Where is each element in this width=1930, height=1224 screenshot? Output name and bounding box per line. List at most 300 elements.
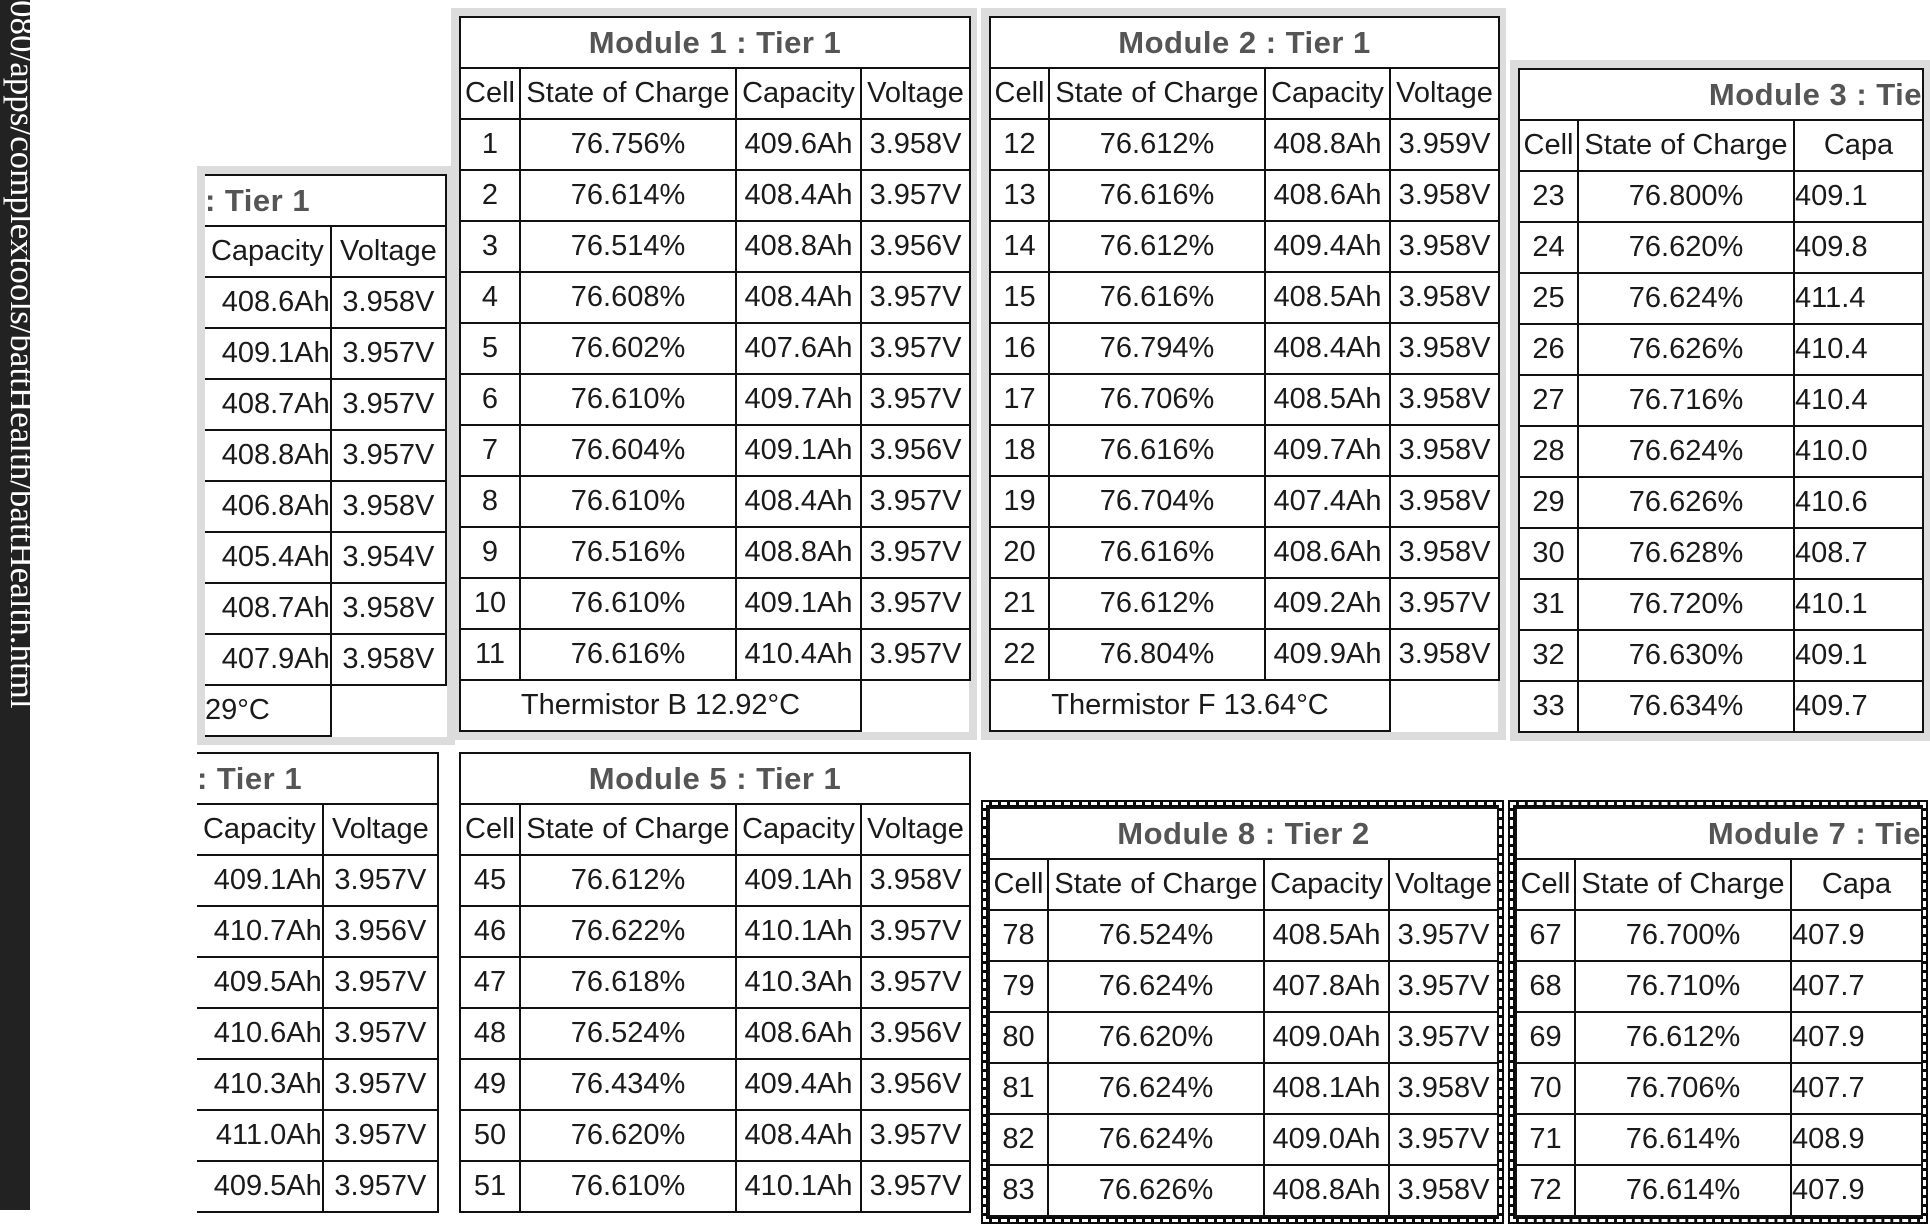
voltage: 3.958V <box>861 855 970 906</box>
cell-number: 15 <box>990 272 1049 323</box>
capacity: 409.1Ah <box>736 425 861 476</box>
capacity: 407.8Ah <box>1264 961 1389 1012</box>
column-header: State of Charge <box>1578 120 1794 171</box>
state-of-charge: 76.710% <box>1575 961 1791 1012</box>
table-row <box>460 425 970 476</box>
voltage: 3.958V <box>1390 323 1499 374</box>
voltage: 3.954V <box>331 532 446 583</box>
table-row <box>205 583 446 634</box>
capacity: 408.5Ah <box>1265 374 1390 425</box>
cell-number: 6 <box>460 374 520 425</box>
capacity: 410.0 <box>1794 426 1923 477</box>
module-7-partial <box>1508 800 1922 1210</box>
voltage: 3.956V <box>861 221 970 272</box>
column-header: State of Charge <box>520 804 736 855</box>
capacity: 409.4Ah <box>1265 221 1390 272</box>
voltage: 3.958V <box>861 119 970 170</box>
module-5 <box>459 752 969 1213</box>
table-row <box>1516 910 1922 961</box>
cell-number: 13 <box>990 170 1049 221</box>
cell-number: 33 <box>1519 681 1578 732</box>
table-row <box>205 379 446 430</box>
voltage: 3.957V <box>331 379 446 430</box>
browser-url-strip <box>0 0 42 1210</box>
column-header: Cell <box>460 68 520 119</box>
table-row <box>460 578 970 629</box>
voltage: 3.957V <box>861 323 970 374</box>
table-row <box>1516 1063 1922 1114</box>
column-header: Capa <box>1791 859 1922 910</box>
empty-cell <box>1390 680 1499 731</box>
column-header: State of Charge <box>1575 859 1791 910</box>
table-row <box>205 277 446 328</box>
cell-number: 32 <box>1519 630 1578 681</box>
module-title: : Tier 1 <box>197 753 438 804</box>
voltage: 3.956V <box>861 425 970 476</box>
module-table <box>1515 807 1923 1217</box>
table-row <box>460 272 970 323</box>
capacity: 410.3Ah <box>197 1059 323 1110</box>
capacity: 409.5Ah <box>197 1161 323 1212</box>
table-row <box>990 476 1499 527</box>
state-of-charge: 76.612% <box>1049 578 1265 629</box>
table-row <box>989 1012 1498 1063</box>
state-of-charge: 76.434% <box>520 1059 736 1110</box>
capacity: 410.6 <box>1794 477 1923 528</box>
table-row <box>205 328 446 379</box>
state-of-charge: 76.624% <box>1048 1063 1264 1114</box>
capacity: 411.4 <box>1794 273 1923 324</box>
cell-number: 68 <box>1516 961 1575 1012</box>
voltage: 3.957V <box>323 1110 438 1161</box>
cell-number: 4 <box>460 272 520 323</box>
capacity: 407.7 <box>1791 961 1922 1012</box>
state-of-charge: 76.610% <box>520 374 736 425</box>
table-row <box>460 957 970 1008</box>
state-of-charge: 76.610% <box>520 578 736 629</box>
voltage: 3.958V <box>331 583 446 634</box>
capacity: 408.8Ah <box>1264 1165 1389 1216</box>
state-of-charge: 76.602% <box>520 323 736 374</box>
state-of-charge: 76.616% <box>1049 272 1265 323</box>
state-of-charge: 76.612% <box>1049 119 1265 170</box>
capacity: 410.6Ah <box>197 1008 323 1059</box>
state-of-charge: 76.756% <box>520 119 736 170</box>
voltage: 3.958V <box>331 481 446 532</box>
cell-number: 16 <box>990 323 1049 374</box>
empty-cell <box>331 685 446 736</box>
capacity: 409.2Ah <box>1265 578 1390 629</box>
column-header: State of Charge <box>1048 859 1264 910</box>
module-title: Module 2 : Tier 1 <box>990 17 1499 68</box>
capacity: 406.8Ah <box>205 481 331 532</box>
table-row <box>205 430 446 481</box>
capacity: 407.7 <box>1791 1063 1922 1114</box>
capacity: 408.8Ah <box>1265 119 1390 170</box>
capacity: 409.1 <box>1794 171 1923 222</box>
column-header: Capacity <box>1265 68 1390 119</box>
thermistor-reading: 29°C <box>205 685 331 736</box>
voltage: 3.958V <box>1390 272 1499 323</box>
state-of-charge: 76.634% <box>1578 681 1794 732</box>
table-row <box>1516 961 1922 1012</box>
voltage: 3.957V <box>861 527 970 578</box>
voltage: 3.957V <box>861 957 970 1008</box>
cell-number: 83 <box>989 1165 1048 1216</box>
capacity: 408.8Ah <box>736 527 861 578</box>
capacity: 407.9 <box>1791 910 1922 961</box>
column-header: Voltage <box>1390 68 1499 119</box>
module-table <box>459 16 971 732</box>
table-row <box>460 1161 970 1212</box>
column-header: Capacity <box>736 804 861 855</box>
capacity: 408.6Ah <box>736 1008 861 1059</box>
table-row <box>1519 324 1923 375</box>
module-title: Module 5 : Tier 1 <box>460 753 970 804</box>
state-of-charge: 76.524% <box>520 1008 736 1059</box>
state-of-charge: 76.616% <box>520 629 736 680</box>
capacity: 410.4 <box>1794 324 1923 375</box>
cell-number: 50 <box>460 1110 520 1161</box>
voltage: 3.958V <box>331 634 446 685</box>
table-row <box>1516 1114 1922 1165</box>
cell-number: 2 <box>460 170 520 221</box>
cell-number: 20 <box>990 527 1049 578</box>
cell-number: 71 <box>1516 1114 1575 1165</box>
column-header: Cell <box>460 804 520 855</box>
capacity: 408.5Ah <box>1265 272 1390 323</box>
module-table <box>459 752 971 1213</box>
cell-number: 24 <box>1519 222 1578 273</box>
table-row <box>460 170 970 221</box>
column-header: Voltage <box>1389 859 1498 910</box>
capacity: 408.7Ah <box>205 583 331 634</box>
capacity: 407.9 <box>1791 1012 1922 1063</box>
capacity: 409.6Ah <box>736 119 861 170</box>
capacity: 410.4Ah <box>736 629 861 680</box>
state-of-charge: 76.514% <box>520 221 736 272</box>
state-of-charge: 76.624% <box>1048 961 1264 1012</box>
capacity: 407.9Ah <box>205 634 331 685</box>
cell-number: 79 <box>989 961 1048 1012</box>
table-row <box>460 629 970 680</box>
capacity: 408.7 <box>1794 528 1923 579</box>
capacity: 409.7 <box>1794 681 1923 732</box>
table-row <box>989 910 1498 961</box>
column-header: Capa <box>1794 120 1923 171</box>
voltage: 3.957V <box>861 476 970 527</box>
empty-cell <box>861 680 970 731</box>
table-row <box>989 1114 1498 1165</box>
capacity: 409.7Ah <box>736 374 861 425</box>
state-of-charge: 76.620% <box>1048 1012 1264 1063</box>
table-row <box>1519 630 1923 681</box>
column-header: Capacity <box>197 804 323 855</box>
cell-number: 47 <box>460 957 520 1008</box>
column-header: State of Charge <box>1049 68 1265 119</box>
capacity: 411.0Ah <box>197 1110 323 1161</box>
table-row <box>460 855 970 906</box>
capacity: 409.1Ah <box>736 578 861 629</box>
table-row <box>197 855 438 906</box>
module-table <box>989 16 1500 732</box>
table-row <box>990 119 1499 170</box>
state-of-charge: 76.618% <box>520 957 736 1008</box>
state-of-charge: 76.626% <box>1048 1165 1264 1216</box>
table-row <box>460 119 970 170</box>
capacity: 408.8Ah <box>205 430 331 481</box>
state-of-charge: 76.800% <box>1578 171 1794 222</box>
thermistor-reading: Thermistor B 12.92°C <box>460 680 861 731</box>
cell-number: 10 <box>460 578 520 629</box>
state-of-charge: 76.626% <box>1578 324 1794 375</box>
capacity: 409.0Ah <box>1264 1114 1389 1165</box>
state-of-charge: 76.614% <box>1575 1114 1791 1165</box>
cell-number: 72 <box>1516 1165 1575 1216</box>
voltage: 3.958V <box>1390 425 1499 476</box>
cell-number: 22 <box>990 629 1049 680</box>
module-title: Module 7 : Tie <box>1516 808 1922 859</box>
state-of-charge: 76.720% <box>1578 579 1794 630</box>
table-row <box>990 272 1499 323</box>
voltage: 3.957V <box>1389 1012 1498 1063</box>
cell-number: 28 <box>1519 426 1578 477</box>
table-row <box>990 374 1499 425</box>
voltage: 3.958V <box>1390 476 1499 527</box>
cell-number: 17 <box>990 374 1049 425</box>
cell-number: 78 <box>989 910 1048 961</box>
cell-number: 12 <box>990 119 1049 170</box>
url-text: 080/apps/complextools/battHealth/battHealth.html <box>3 0 42 709</box>
table-row <box>460 906 970 957</box>
module-partial-bottom-left <box>197 752 445 1210</box>
voltage: 3.957V <box>323 1059 438 1110</box>
cell-number: 80 <box>989 1012 1048 1063</box>
cell-number: 67 <box>1516 910 1575 961</box>
voltage: 3.958V <box>1390 221 1499 272</box>
state-of-charge: 76.704% <box>1049 476 1265 527</box>
state-of-charge: 76.622% <box>520 906 736 957</box>
cell-number: 1 <box>460 119 520 170</box>
table-row <box>197 1161 438 1212</box>
table-row <box>197 906 438 957</box>
table-row <box>1519 171 1923 222</box>
cell-number: 69 <box>1516 1012 1575 1063</box>
voltage: 3.958V <box>1390 527 1499 578</box>
cell-number: 11 <box>460 629 520 680</box>
state-of-charge: 76.524% <box>1048 910 1264 961</box>
table-row <box>1519 681 1923 732</box>
cell-number: 18 <box>990 425 1049 476</box>
cell-number: 30 <box>1519 528 1578 579</box>
table-row <box>990 170 1499 221</box>
voltage: 3.957V <box>323 855 438 906</box>
table-row <box>460 476 970 527</box>
state-of-charge: 76.706% <box>1049 374 1265 425</box>
voltage: 3.957V <box>331 430 446 481</box>
state-of-charge: 76.628% <box>1578 528 1794 579</box>
state-of-charge: 76.614% <box>1575 1165 1791 1216</box>
state-of-charge: 76.516% <box>520 527 736 578</box>
capacity: 409.4Ah <box>736 1059 861 1110</box>
table-row <box>1516 1165 1922 1216</box>
column-header: Voltage <box>323 804 438 855</box>
capacity: 407.9 <box>1791 1165 1922 1216</box>
capacity: 408.9 <box>1791 1114 1922 1165</box>
capacity: 409.1Ah <box>736 855 861 906</box>
capacity: 409.8 <box>1794 222 1923 273</box>
module-2 <box>981 8 1506 740</box>
cell-number: 31 <box>1519 579 1578 630</box>
voltage: 3.957V <box>861 374 970 425</box>
table-row <box>197 957 438 1008</box>
voltage: 3.958V <box>1390 374 1499 425</box>
table-row <box>460 221 970 272</box>
state-of-charge: 76.610% <box>520 1161 736 1212</box>
column-header: Cell <box>1516 859 1575 910</box>
table-row <box>990 323 1499 374</box>
capacity: 408.4Ah <box>736 170 861 221</box>
voltage: 3.957V <box>861 906 970 957</box>
capacity: 410.7Ah <box>197 906 323 957</box>
module-table <box>1518 68 1924 733</box>
capacity: 409.7Ah <box>1265 425 1390 476</box>
state-of-charge: 76.610% <box>520 476 736 527</box>
state-of-charge: 76.620% <box>520 1110 736 1161</box>
voltage: 3.958V <box>1389 1165 1498 1216</box>
voltage: 3.957V <box>861 1161 970 1212</box>
capacity: 409.5Ah <box>197 957 323 1008</box>
table-row <box>460 374 970 425</box>
table-row <box>989 1165 1498 1216</box>
capacity: 407.4Ah <box>1265 476 1390 527</box>
table-row <box>1516 1012 1922 1063</box>
column-header: Cell <box>1519 120 1578 171</box>
capacity: 408.1Ah <box>1264 1063 1389 1114</box>
state-of-charge: 76.614% <box>520 170 736 221</box>
column-header: Capacity <box>205 226 331 277</box>
state-of-charge: 76.626% <box>1578 477 1794 528</box>
table-row <box>205 634 446 685</box>
capacity: 410.1Ah <box>736 1161 861 1212</box>
capacity: 408.7Ah <box>205 379 331 430</box>
module-table <box>988 807 1499 1217</box>
capacity: 408.4Ah <box>736 272 861 323</box>
module-partial-top-left <box>205 166 445 746</box>
table-row <box>460 1008 970 1059</box>
capacity: 410.1 <box>1794 579 1923 630</box>
state-of-charge: 76.794% <box>1049 323 1265 374</box>
column-header: Capacity <box>736 68 861 119</box>
capacity: 410.1Ah <box>736 906 861 957</box>
voltage: 3.957V <box>1389 1114 1498 1165</box>
column-header: Cell <box>989 859 1048 910</box>
table-row <box>990 578 1499 629</box>
cell-number: 3 <box>460 221 520 272</box>
voltage: 3.957V <box>861 170 970 221</box>
table-row <box>990 425 1499 476</box>
capacity: 409.0Ah <box>1264 1012 1389 1063</box>
voltage: 3.957V <box>331 328 446 379</box>
table-row <box>460 1059 970 1110</box>
cell-number: 27 <box>1519 375 1578 426</box>
state-of-charge: 76.616% <box>1049 170 1265 221</box>
cell-number: 5 <box>460 323 520 374</box>
voltage: 3.957V <box>861 578 970 629</box>
cell-number: 49 <box>460 1059 520 1110</box>
column-header: Voltage <box>861 68 970 119</box>
capacity: 405.4Ah <box>205 532 331 583</box>
capacity: 407.6Ah <box>736 323 861 374</box>
cell-number: 9 <box>460 527 520 578</box>
state-of-charge: 76.616% <box>1049 527 1265 578</box>
state-of-charge: 76.706% <box>1575 1063 1791 1114</box>
cell-number: 7 <box>460 425 520 476</box>
voltage: 3.957V <box>323 1008 438 1059</box>
capacity: 409.1Ah <box>205 328 331 379</box>
state-of-charge: 76.700% <box>1575 910 1791 961</box>
voltage: 3.957V <box>323 957 438 1008</box>
table-row <box>990 221 1499 272</box>
voltage: 3.957V <box>1389 961 1498 1012</box>
table-row <box>197 1008 438 1059</box>
cell-number: 23 <box>1519 171 1578 222</box>
capacity: 408.4Ah <box>736 1110 861 1161</box>
module-title: Module 8 : Tier 2 <box>989 808 1498 859</box>
cell-number: 81 <box>989 1063 1048 1114</box>
thermistor-reading: Thermistor F 13.64°C <box>990 680 1390 731</box>
table-row <box>1519 528 1923 579</box>
state-of-charge: 76.620% <box>1578 222 1794 273</box>
capacity: 408.5Ah <box>1264 910 1389 961</box>
table-row <box>460 527 970 578</box>
state-of-charge: 76.716% <box>1578 375 1794 426</box>
cell-number: 19 <box>990 476 1049 527</box>
table-row <box>1519 426 1923 477</box>
voltage: 3.958V <box>1390 170 1499 221</box>
table-row <box>205 532 446 583</box>
table-row <box>1519 273 1923 324</box>
column-header: Voltage <box>861 804 970 855</box>
voltage: 3.957V <box>1390 578 1499 629</box>
cell-number: 45 <box>460 855 520 906</box>
voltage: 3.957V <box>861 272 970 323</box>
state-of-charge: 76.612% <box>1049 221 1265 272</box>
state-of-charge: 76.624% <box>1048 1114 1264 1165</box>
cell-number: 26 <box>1519 324 1578 375</box>
state-of-charge: 76.608% <box>520 272 736 323</box>
voltage: 3.957V <box>861 629 970 680</box>
cell-number: 21 <box>990 578 1049 629</box>
voltage: 3.958V <box>331 277 446 328</box>
capacity: 409.1 <box>1794 630 1923 681</box>
capacity: 408.6Ah <box>1265 170 1390 221</box>
capacity: 410.4 <box>1794 375 1923 426</box>
cell-number: 8 <box>460 476 520 527</box>
cell-number: 70 <box>1516 1063 1575 1114</box>
column-header: Cell <box>990 68 1049 119</box>
module-title: : Tier 1 <box>205 175 446 226</box>
state-of-charge: 76.612% <box>1575 1012 1791 1063</box>
cell-number: 48 <box>460 1008 520 1059</box>
capacity: 408.4Ah <box>736 476 861 527</box>
table-row <box>1519 579 1923 630</box>
state-of-charge: 76.604% <box>520 425 736 476</box>
cell-number: 25 <box>1519 273 1578 324</box>
table-row <box>1519 222 1923 273</box>
table-row <box>197 1110 438 1161</box>
table-row <box>990 527 1499 578</box>
